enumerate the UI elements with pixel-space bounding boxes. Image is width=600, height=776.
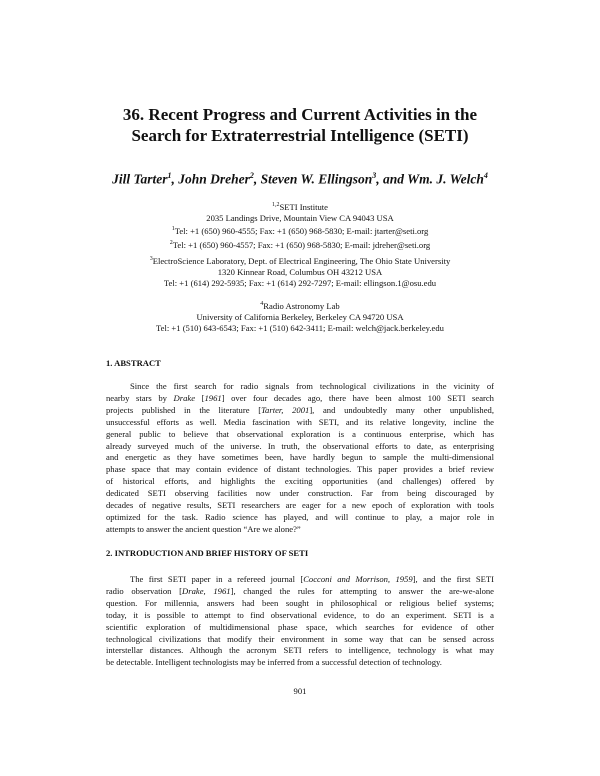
- paragraph-line: and energetic as they have sometimes been, have hardly begun to sample the multi-dimensional: [106, 452, 494, 463]
- affiliation-name: ElectroScience Laboratory, Dept. of Electrical Engineering, The Ohio State University: [152, 255, 451, 266]
- paragraph-line: projects published in the literature [Tarter, 2001], and undoubtedly many other unpublished,: [106, 404, 494, 415]
- affiliation-osu: [80, 254, 520, 290]
- affiliation-sup: 4: [260, 301, 264, 307]
- paragraph-line: question. For millennia, answers had been sought in philosophical or religious belief systems;: [106, 597, 494, 608]
- affiliation-address: 1320 Kinnear Road, Columbus OH 43212 USA: [217, 267, 383, 278]
- author-separator: ,: [253, 171, 261, 187]
- section-heading-abstract: 1. ABSTRACT: [106, 358, 161, 368]
- paragraph-line: decades of negative results, SETI researchers are eager for a new epoch of exploration with tools: [106, 500, 494, 511]
- introduction-paragraph: [106, 574, 494, 669]
- paragraph-line: interstellar distances. Although the acronym SETI refers to intelligence, technology is what may: [106, 645, 494, 656]
- author-sup: 4: [483, 171, 488, 180]
- author-sup: 1: [167, 171, 172, 180]
- citation-italic: Tarter, 2001: [261, 404, 310, 415]
- paragraph-line: The first SETI paper in a refereed journal [Cocconi and Morrison, 1959], and the first SETI: [130, 574, 495, 584]
- author-separator: , and: [376, 171, 408, 187]
- paragraph-line: already surveyed much of the universe. In truth, the observational efforts to date, as enterprising: [106, 440, 494, 451]
- author-name: Steven W. Ellingson: [260, 171, 373, 187]
- author-name: John Dreher: [178, 171, 250, 187]
- citation-italic: Drake: [173, 392, 196, 403]
- title-line-1: 36. Recent Progress and Current Activities in the: [122, 105, 478, 124]
- affiliation-contact: Tel: +1 (650) 960-4555; Fax: +1 (650) 968-5830; E-mail: jtarter@seti.org: [174, 226, 429, 237]
- affiliation-contact: Tel: +1 (510) 643-6543; Fax: +1 (510) 642-3411; E-mail: welch@jack.berkeley.edu: [156, 323, 444, 334]
- title-line-2: Search for Extraterrestrial Intelligence (SETI): [131, 126, 469, 145]
- contact-sup: 1: [171, 226, 175, 233]
- affiliation-address: 2035 Landings Drive, Mountain View CA 94043 USA: [206, 213, 394, 224]
- paragraph-line: of historical efforts, and highlights the exciting opportunities (and challenges) offered by: [106, 476, 494, 487]
- citation-italic: Cocconi and Morrison, 1959: [303, 574, 413, 584]
- author-sup: 2: [249, 171, 254, 180]
- contact-sup: 2: [169, 239, 173, 246]
- author-list: [60, 171, 540, 188]
- affiliation-contact: Tel: +1 (614) 292-5935; Fax: +1 (614) 292-7297; E-mail: ellingson.1@osu.edu: [163, 278, 437, 289]
- affiliation-sup: 1,2: [272, 202, 280, 208]
- paragraph-line: today, it is possible to attempt to find observational evidence, to do an experiment. SETI is a: [106, 609, 494, 620]
- paragraph-line: scientific exploration of multidimensional phase space, which searches for evidence of other: [106, 621, 494, 632]
- paragraph-line: nearby stars by Drake [1961] over four decades ago, there have been almost 100 SETI search: [106, 392, 494, 403]
- paragraph-line: unsuccessful efforts as well. Media fascination with SETI, and its relative longevity, incline the: [106, 416, 494, 427]
- affiliation-name: SETI Institute: [279, 201, 328, 212]
- author-name: Jill Tarter: [112, 171, 168, 187]
- citation-italic: Drake, 1961: [182, 585, 231, 596]
- affiliation-berkeley: [80, 299, 520, 335]
- paper-title: [90, 104, 510, 146]
- affiliation-seti: [80, 200, 520, 251]
- paragraph-line: optimized for the task. Radio science has played, and will continue to play, a major role in: [106, 511, 494, 522]
- author-separator: ,: [171, 171, 179, 187]
- section-heading-introduction: 2. INTRODUCTION AND BRIEF HISTORY OF SETI: [106, 548, 309, 558]
- affiliation-name: Radio Astronomy Lab: [263, 300, 340, 311]
- paragraph-line: Since the first search for radio signals from technological civilizations in the vicinity of: [130, 381, 494, 391]
- paragraph-line: attempts to answer the ancient question “Are we alone?”: [106, 523, 301, 534]
- paragraph-line: radio observation [Drake, 1961], changed the rules for attempting to answer the are-we-alone: [106, 585, 494, 596]
- affiliation-sup: 3: [149, 256, 153, 262]
- abstract-paragraph: [106, 381, 494, 536]
- paragraph-line: dedicated SETI observing facilities now under construction. Far from being discouraged by: [106, 488, 494, 499]
- affiliation-contact: Tel: +1 (650) 960-4557; Fax: +1 (650) 968-5830; E-mail: jdreher@seti.org: [172, 239, 431, 250]
- author-name: Wm. J. Welch: [407, 171, 484, 187]
- page-number: 901: [293, 686, 307, 696]
- paragraph-line: phase space that may contain evidence of distant technologies. This paper provides a brief review: [106, 464, 494, 475]
- paragraph-line: general public to believe that observational exploration is a continuous enterprise, which has: [106, 428, 494, 439]
- paragraph-line: technological civilizations that modify their environment in some way that can be sensed across: [106, 633, 494, 644]
- citation-italic: 1961: [204, 392, 222, 403]
- author-sup: 3: [372, 171, 377, 180]
- affiliation-address: University of California Berkeley, Berkeley CA 94720 USA: [196, 312, 404, 323]
- paragraph-line: be detectable. Intelligent technologists may be inferred from a successful detection of technology.: [106, 657, 442, 668]
